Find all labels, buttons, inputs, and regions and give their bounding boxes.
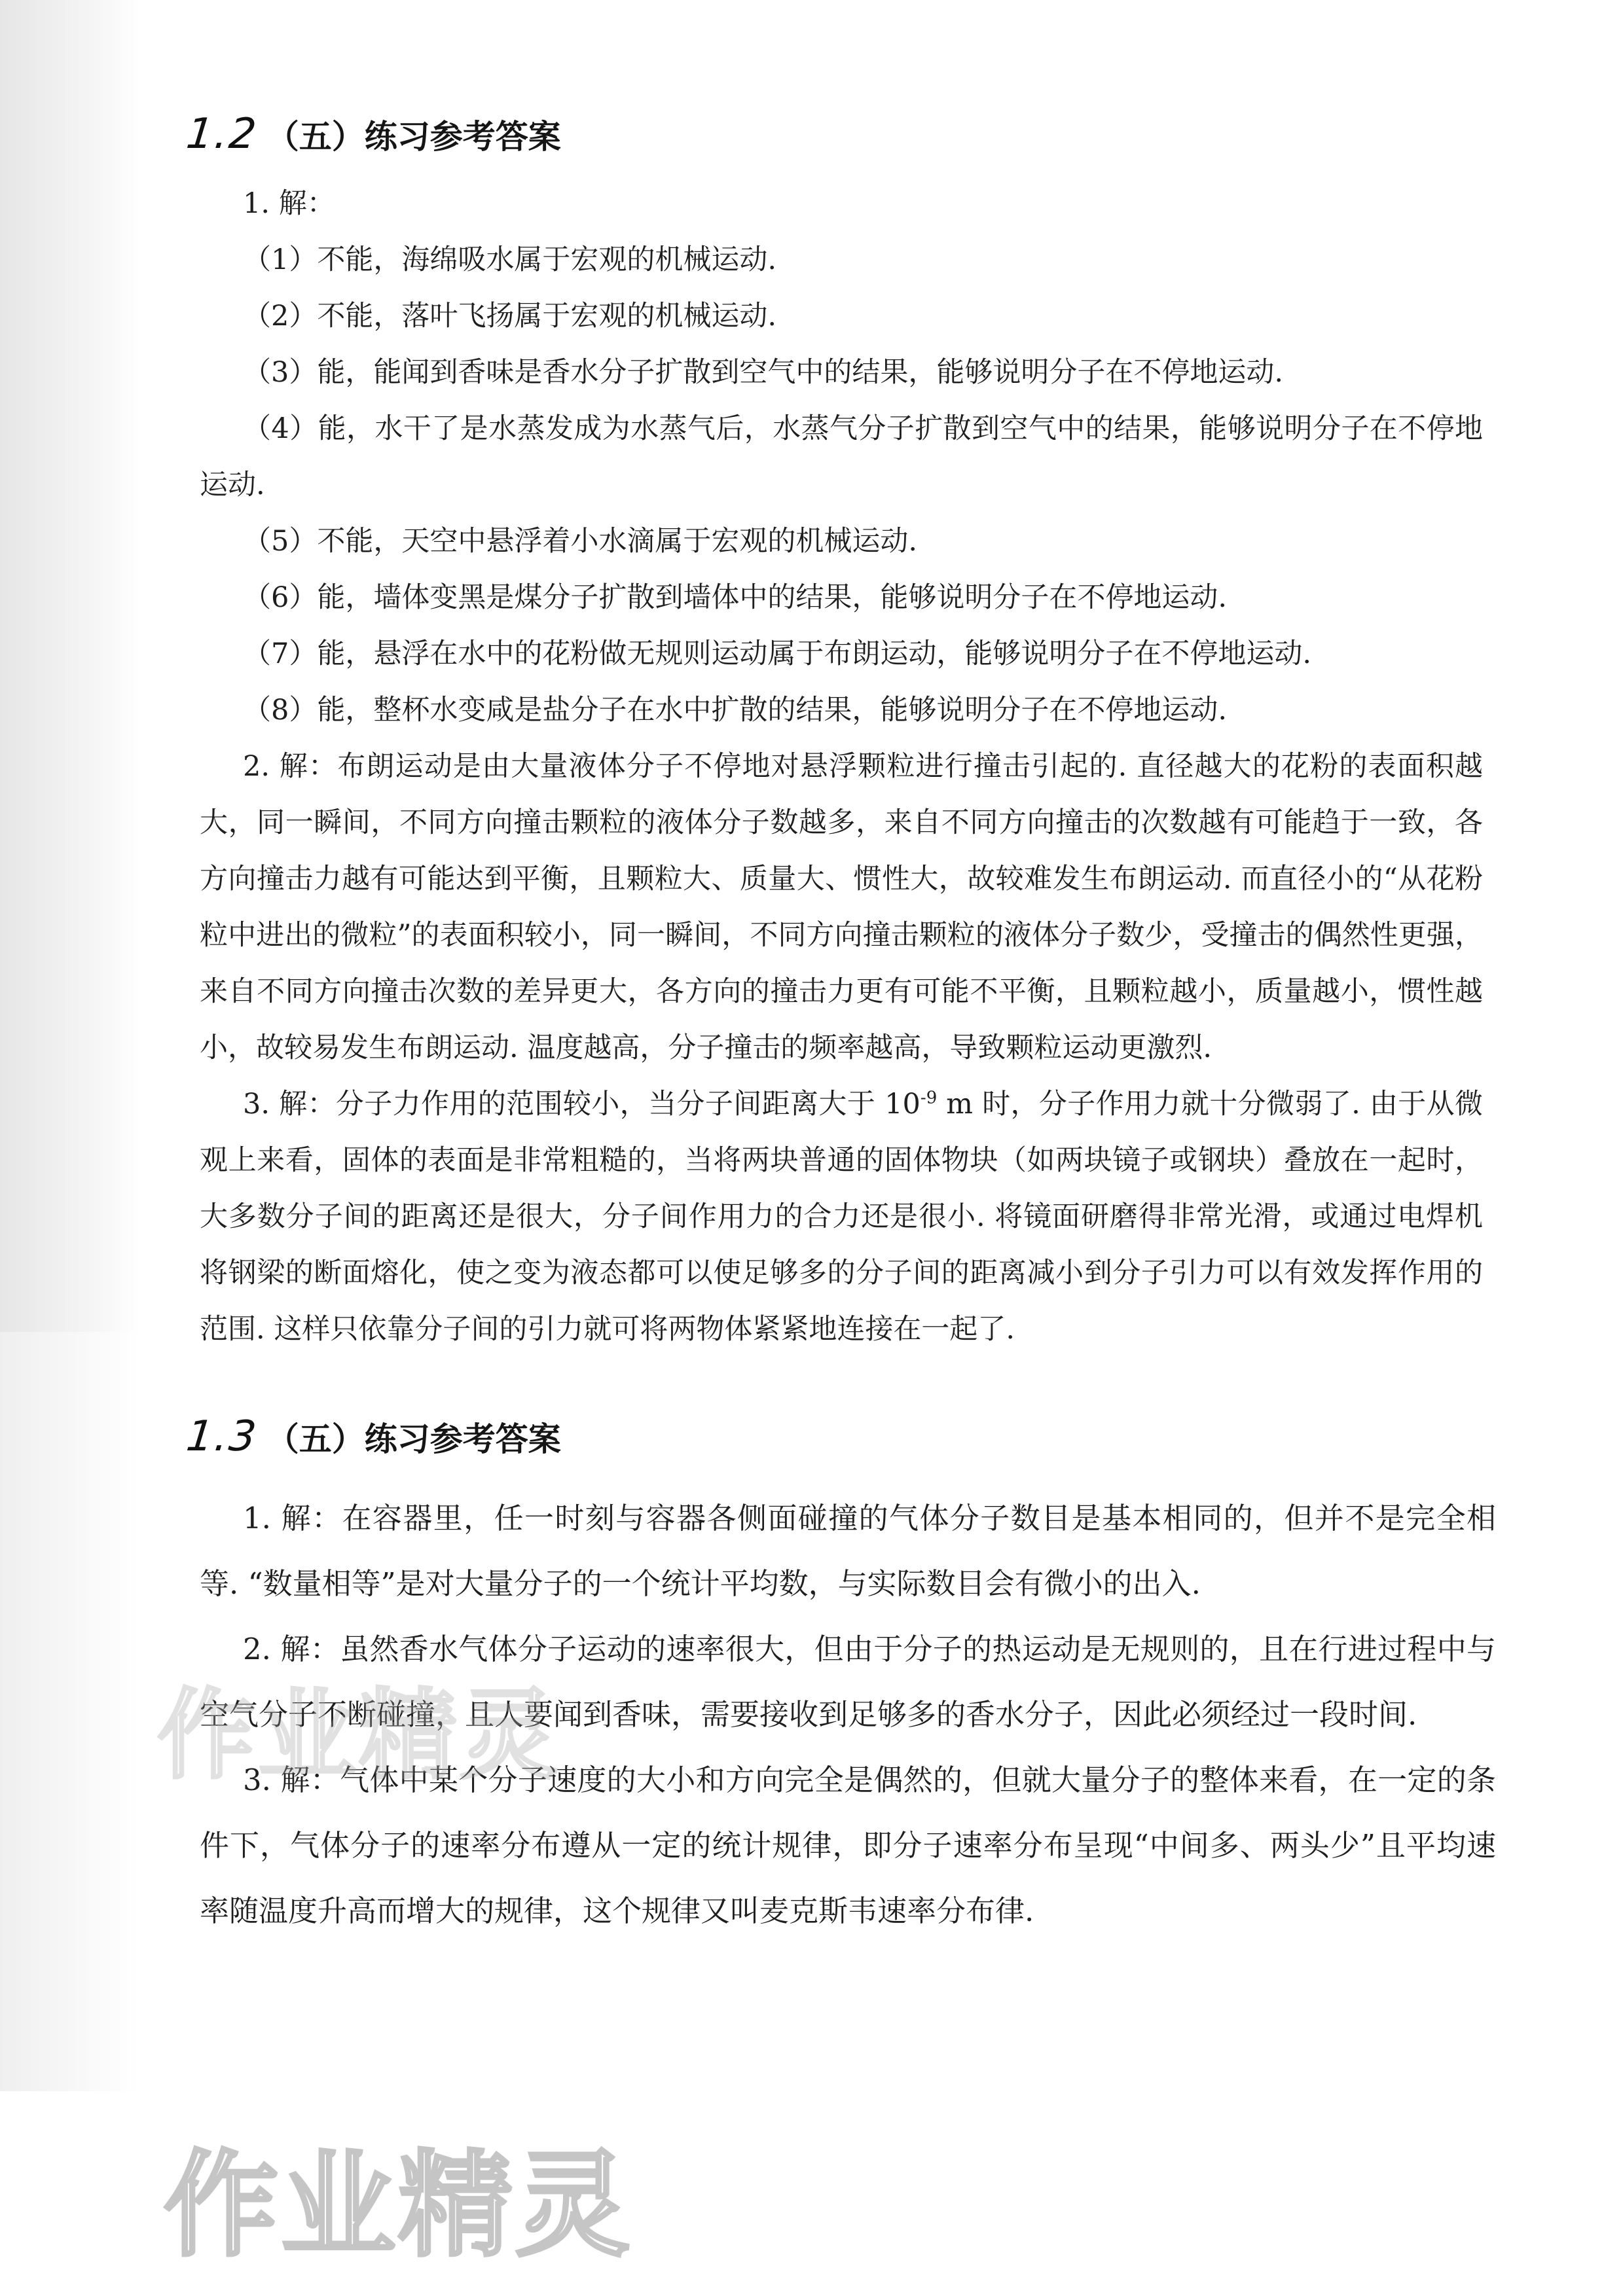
q3-exponent: -9 [920, 1088, 938, 1108]
q1-item-8: （8）能，整杯水变咸是盐分子在水中扩散的结果，能够说明分子在不停地运动. [243, 694, 1228, 726]
q1-item-5: （5）不能，天空中悬浮着小水滴属于宏观的机械运动. [243, 525, 918, 558]
heading-title: （五）练习参考答案 [266, 118, 561, 156]
q1-item-3: （3）能，能闻到香味是香水分子扩散到空气中的结果，能够说明分子在不停地运动. [243, 356, 1284, 389]
heading-title: （五）练习参考答案 [266, 1420, 561, 1458]
q3-text-before: 3. 解：分子力作用的范围较小，当分子间距离大于 10 [243, 1088, 921, 1121]
q1-label: 1. 解： [243, 187, 335, 220]
q1-item-7: （7）能，悬浮在水中的花粉做无规则运动属于布朗运动，能够说明分子在不停地运动. [243, 637, 1312, 670]
q1-answer: 1. 解：在容器里，任一时刻与容器各侧面碰撞的气体分子数目是基本相同的，但并不是完全相等. “数量相等”是对大量分子的一个统计平均数，与实际数目会有微小的出入. [200, 1501, 1496, 1601]
watermark-text: 作业精灵 [164, 2140, 632, 2272]
handwritten-section-number: 1.2 [184, 110, 260, 158]
q3-answer: 3. 解：气体中某个分子速度的大小和方向完全是偶然的，但就大量分子的整体来看，在一定的条件下，气体分子的速率分布遵从一定的统计规律，即分子速率分布呈现“中间多、两头少”且平均速率随温度升高而增大的规律，这个规律又叫麦克斯韦速率分布律. [200, 1763, 1496, 1928]
q1-item-6: （6）能，墙体变黑是煤分子扩散到墙体中的结果，能够说明分子在不停地运动. [243, 581, 1228, 614]
q3-text-after: m 时，分子作用力就十分微弱了. 由于从微观上来看，固体的表面是非常粗糙的，当将两块普通的固体物块（如两块镜子或钢块）叠放在一起时，大多数分子间的距离还是很大，分子间作用力的合力还是很小. 将镜面研磨得非常光滑，或通过电焊机将钢梁的断面熔化，使之变为液态都可以使足够多的分子间的距离减小到分子引力可以有效发挥作用的范围. 这样只依靠分子间的引力就可将两物体紧紧地连接在一起了. [200, 1088, 1483, 1346]
handwritten-section-number: 1.3 [184, 1412, 260, 1461]
q2-answer: 2. 解：虽然香水气体分子运动的速率很大，但由于分子的热运动是无规则的，且在行进过程中与空气分子不断碰撞，且人要闻到香味，需要接收到足够多的香水分子，因此必须经过一段时间. [200, 1632, 1496, 1732]
scan-shadow-top [0, 0, 141, 1332]
watermark-text: 作业精灵 [157, 1679, 561, 1793]
q1-item-2: （2）不能，落叶飞扬属于宏观的机械运动. [243, 300, 777, 332]
q3-answer [200, 1076, 1483, 1357]
section-heading [184, 98, 1623, 170]
q1-item-4: （4）能，水干了是水蒸发成为水蒸气后，水蒸气分子扩散到空气中的结果，能够说明分子在不停地运动. [200, 412, 1483, 501]
q1-item-1: （1）不能，海绵吸水属于宏观的机械运动. [243, 243, 777, 276]
answer-body [200, 175, 1483, 1357]
q2-answer: 2. 解：布朗运动是由大量液体分子不停地对悬浮颗粒进行撞击引起的. 直径越大的花粉的表面积越大，同一瞬间，不同方向撞击颗粒的液体分子数越多，来自不同方向撞击的次数越有可能趋于一致，各方向撞击力越有可能达到平衡，且颗粒大、质量大、惯性大，故较难发生布朗运动. 而直径小的“从花粉粒中进出的微粒”的表面积较小，同一瞬间，不同方向撞击颗粒的液体分子数少，受撞击的偶然性更强，来自不同方向撞击次数的差异更大，各方向的撞击力更有可能不平衡，且颗粒越小，质量越小，惯性越小，故较易发生布朗运动. 温度越高，分子撞击的频率越高，导致颗粒运动更激烈. [200, 750, 1483, 1064]
section-heading [184, 1401, 1623, 1473]
section-1-2 [0, 98, 1623, 1346]
